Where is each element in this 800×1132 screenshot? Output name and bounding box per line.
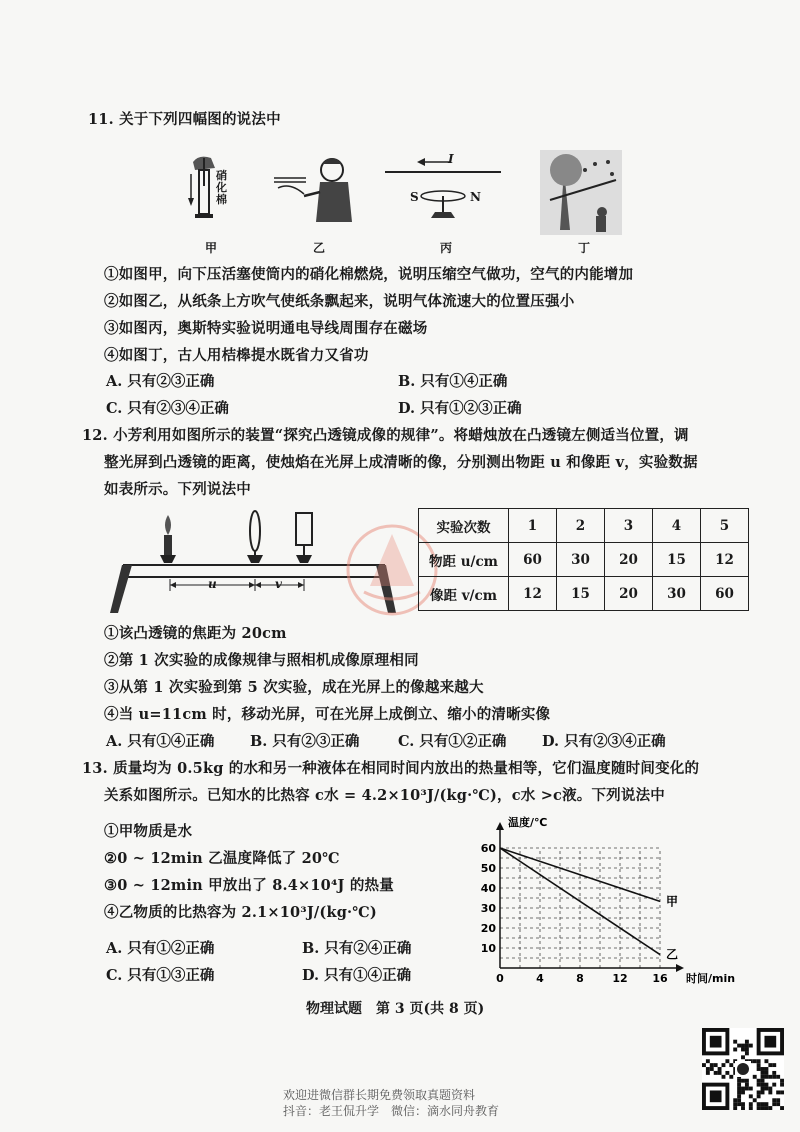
table-cell: 60: [701, 577, 749, 611]
qr-module: [768, 1087, 772, 1091]
y-axis-arrow: [496, 822, 504, 830]
qr-module: [741, 1055, 745, 1059]
qr-module: [764, 1102, 768, 1106]
qr-module: [776, 1102, 780, 1106]
y-tick-label: 20: [480, 922, 496, 935]
qr-module: [706, 1071, 710, 1075]
q12-statement-4: ④当 u=11cm 时，移动光屏，可在光屏上成倒立、缩小的清晰实像: [104, 706, 551, 723]
qr-module: [753, 1075, 757, 1079]
qr-module: [772, 1098, 776, 1102]
qr-module: [745, 1087, 749, 1091]
q11-fig-bing-pole-n: N: [470, 190, 481, 204]
page-footer: 物理试题 第 3 页(共 8 页): [306, 1001, 485, 1017]
qr-module: [757, 1067, 761, 1071]
qr-module: [757, 1079, 761, 1083]
q12-stem-line-1: 12. 小芳利用如图所示的装置“探究凸透镜成像的规律”。将蜡烛放在凸透镜左侧适当位置，调: [82, 427, 689, 444]
qr-module: [764, 1087, 768, 1091]
qr-module: [737, 1098, 741, 1102]
qr-module: [745, 1040, 749, 1044]
qr-module: [780, 1090, 784, 1094]
qr-module: [745, 1048, 749, 1052]
table-cell: 20: [605, 577, 653, 611]
series-label-1: 甲: [666, 894, 679, 909]
qr-module: [741, 1106, 745, 1110]
table-cell: 20: [605, 543, 653, 577]
q13-statement-4: ④乙物质的比热容为 2.1×10³J/(kg·℃): [104, 904, 377, 921]
qr-module: [757, 1083, 761, 1087]
q11-fig-bing-current: I: [448, 152, 454, 166]
qr-module: [761, 1067, 765, 1071]
q13-stem-line-2: 关系如图所示。已知水的比热容 c水 = 4.2×10³J/(kg·℃)，c水 >c液。下列说法中: [104, 787, 665, 804]
qr-module: [761, 1071, 765, 1075]
qr-module: [737, 1094, 741, 1098]
table-cell: 实验次数: [419, 509, 509, 543]
q12-statement-3: ③从第 1 次实验到第 5 次实验，成在光屏上的像越来越大: [104, 679, 484, 696]
qr-module: [772, 1075, 776, 1079]
qr-module: [764, 1075, 768, 1079]
qr-module: [741, 1087, 745, 1091]
qr-module: [757, 1059, 761, 1063]
table-cell: 4: [653, 509, 701, 543]
x-tick-label: 16: [652, 972, 668, 985]
qr-module: [729, 1063, 733, 1067]
x-tick-label: 12: [612, 972, 628, 985]
table-row: [419, 509, 749, 543]
qr-module: [725, 1059, 729, 1063]
qr-module: [776, 1075, 780, 1079]
series-label-2: 乙: [666, 947, 679, 962]
qr-module: [745, 1083, 749, 1087]
qr-module: [745, 1051, 749, 1055]
x-tick-label: 8: [576, 972, 584, 985]
q11-stem: 11. 关于下列四幅图的说法中: [88, 111, 281, 128]
qr-module: [741, 1079, 745, 1083]
qr-module: [780, 1106, 784, 1110]
qr-module: [714, 1071, 718, 1075]
qr-module: [718, 1067, 722, 1071]
q12-statement-1: ①该凸透镜的焦距为 20cm: [104, 625, 287, 642]
qr-module: [733, 1098, 737, 1102]
table-cell: 12: [509, 577, 557, 611]
qr-module: [757, 1094, 761, 1098]
q11-statement-1: ①如图甲，向下压活塞使筒内的硝化棉燃烧，说明压缩空气做功，空气的内能增加: [104, 266, 634, 283]
qr-module: [757, 1090, 761, 1094]
qr-module: [761, 1075, 765, 1079]
qr-module: [722, 1075, 726, 1079]
qr-module: [737, 1087, 741, 1091]
q12-option-b: B. 只有②③正确: [250, 733, 360, 750]
table-cell: 物距 u/cm: [419, 543, 509, 577]
qr-module: [733, 1048, 737, 1052]
qr-module: [761, 1102, 765, 1106]
table-cell: 像距 v/cm: [419, 577, 509, 611]
qr-module: [745, 1044, 749, 1048]
qr-module: [757, 1106, 761, 1110]
table-row: [419, 543, 749, 577]
qr-module: [741, 1044, 745, 1048]
q13-option-d: D. 只有①④正确: [302, 967, 412, 984]
y-tick-label: 10: [480, 942, 496, 955]
qr-code-icon[interactable]: [702, 1028, 784, 1110]
qr-module: [753, 1059, 757, 1063]
qr-module: [733, 1102, 737, 1106]
table-cell: 15: [557, 577, 605, 611]
qr-module: [706, 1067, 710, 1071]
table-cell: 30: [557, 543, 605, 577]
x-axis-label: 时间/min: [686, 972, 736, 985]
table-cell: 5: [701, 509, 749, 543]
q11-option-d: D. 只有①②③正确: [398, 400, 522, 417]
qr-module: [749, 1094, 753, 1098]
q13-statement-3: ③0 ~ 12min 甲放出了 8.4×10⁴J 的热量: [104, 877, 394, 894]
table-cell: 1: [509, 509, 557, 543]
qr-module: [757, 1102, 761, 1106]
qr-module: [772, 1083, 776, 1087]
qr-module: [725, 1071, 729, 1075]
q11-fig-ding: [540, 150, 622, 235]
qr-module: [780, 1079, 784, 1083]
table-cell: 15: [653, 543, 701, 577]
qr-module: [706, 1059, 710, 1063]
q11-fig-bing: [385, 150, 505, 235]
qr-module: [741, 1102, 745, 1106]
q13-temperature-chart: [470, 808, 736, 988]
qr-module: [764, 1067, 768, 1071]
qr-module: [722, 1063, 726, 1067]
table-row: [419, 577, 749, 611]
qr-module: [741, 1090, 745, 1094]
q12-option-c: C. 只有①②正确: [398, 733, 507, 750]
q11-fig-bing-pole-s: S: [410, 190, 419, 204]
q11-statement-3: ③如图丙，奥斯特实验说明通电导线周围存在磁场: [104, 320, 428, 337]
qr-module: [772, 1071, 776, 1075]
qr-module: [761, 1087, 765, 1091]
promo-line-2: 抖音：老王侃升学 微信：滴水同舟教育: [283, 1104, 500, 1118]
q11-fig-yi: [270, 152, 370, 237]
qr-module: [768, 1106, 772, 1110]
table-cell: 12: [701, 543, 749, 577]
qr-module: [733, 1040, 737, 1044]
qr-module: [761, 1090, 765, 1094]
table-cell: 60: [509, 543, 557, 577]
q12-v-label: v: [275, 577, 282, 591]
qr-module: [749, 1102, 753, 1106]
qr-module: [745, 1079, 749, 1083]
q11-statement-2: ②如图乙，从纸条上方吹气使纸条飘起来，说明气体流速大的位置压强小: [104, 293, 575, 310]
x-tick-label: 0: [496, 972, 504, 985]
qr-module: [764, 1106, 768, 1110]
q13-statement-2: ②0 ~ 12min 乙温度降低了 20℃: [104, 850, 340, 867]
qr-module: [737, 1102, 741, 1106]
y-axis-label: 温度/℃: [508, 816, 548, 829]
promo-line-1: 欢迎进微信群长期免费领取真题资料: [283, 1088, 476, 1102]
qr-module: [741, 1048, 745, 1052]
q11-fig-jia-annotation: 硝化棉: [216, 169, 227, 206]
qr-module: [710, 1036, 722, 1048]
q12-statement-2: ②第 1 次实验的成像规律与照相机成像原理相同: [104, 652, 419, 669]
qr-module: [772, 1063, 776, 1067]
qr-module: [737, 1079, 741, 1083]
qr-module: [710, 1063, 714, 1067]
qr-module: [733, 1106, 737, 1110]
qr-module: [768, 1063, 772, 1067]
y-tick-label: 50: [480, 862, 496, 875]
qr-module: [737, 1083, 741, 1087]
qr-module: [764, 1083, 768, 1087]
qr-module: [764, 1036, 776, 1048]
x-tick-label: 4: [536, 972, 544, 985]
q12-option-a: A. 只有①④正确: [106, 733, 215, 750]
qr-module: [780, 1083, 784, 1087]
qr-module: [764, 1059, 768, 1063]
q11-option-b: B. 只有①④正确: [398, 373, 508, 390]
table-cell: 3: [605, 509, 653, 543]
q11-fig-jia-label: 甲: [205, 241, 218, 255]
q11-fig-bing-label: 丙: [440, 241, 453, 255]
q13-option-b: B. 只有②④正确: [302, 940, 412, 957]
table-cell: 30: [653, 577, 701, 611]
qr-module: [749, 1087, 753, 1091]
y-tick-label: 40: [480, 882, 496, 895]
q11-fig-ding-label: 丁: [578, 241, 591, 255]
q13-option-c: C. 只有①③正确: [106, 967, 215, 984]
qr-module: [714, 1063, 718, 1067]
qr-module: [737, 1044, 741, 1048]
q11-option-a: A. 只有②③正确: [106, 373, 215, 390]
wechat-icon: [737, 1063, 749, 1075]
qr-module: [768, 1090, 772, 1094]
qr-module: [749, 1044, 753, 1048]
q13-option-a: A. 只有①②正确: [106, 940, 215, 957]
y-tick-label: 60: [480, 842, 496, 855]
q12-data-table: [418, 508, 749, 611]
q12-option-d: D. 只有②③④正确: [542, 733, 666, 750]
qr-module: [761, 1079, 765, 1083]
qr-module: [749, 1106, 753, 1110]
q12-stem-line-2: 整光屏到凸透镜的距离，使烛焰在光屏上成清晰的像，分别测出物距 u 和像距 v，实验数据: [104, 454, 698, 471]
q11-statement-4: ④如图丁，古人用桔槔提水既省力又省功: [104, 347, 369, 364]
qr-module: [776, 1098, 780, 1102]
qr-module: [772, 1102, 776, 1106]
qr-module: [761, 1106, 765, 1110]
qr-module: [710, 1067, 714, 1071]
q13-stem-line-1: 13. 质量均为 0.5kg 的水和另一种液体在相同时间内放出的热量相等，它们温度随时间变化的: [82, 760, 700, 777]
qr-module: [702, 1063, 706, 1067]
y-tick-label: 30: [480, 902, 496, 915]
q12-stem-line-3: 如表所示。下列说法中: [104, 481, 251, 498]
qr-module: [737, 1090, 741, 1094]
qr-module: [764, 1071, 768, 1075]
qr-module: [761, 1083, 765, 1087]
q11-fig-jia: [185, 152, 245, 237]
x-axis-arrow: [676, 964, 684, 972]
qr-module: [776, 1090, 780, 1094]
q11-option-c: C. 只有②③④正确: [106, 400, 229, 417]
qr-module: [753, 1098, 757, 1102]
q13-statement-1: ①甲物质是水: [104, 823, 193, 840]
qr-module: [710, 1090, 722, 1102]
table-cell: 2: [557, 509, 605, 543]
q12-u-label: u: [208, 577, 217, 591]
qr-module: [718, 1071, 722, 1075]
q11-fig-yi-label: 乙: [313, 241, 326, 255]
qr-module: [729, 1075, 733, 1079]
qr-module: [768, 1075, 772, 1079]
qr-module: [757, 1063, 761, 1067]
